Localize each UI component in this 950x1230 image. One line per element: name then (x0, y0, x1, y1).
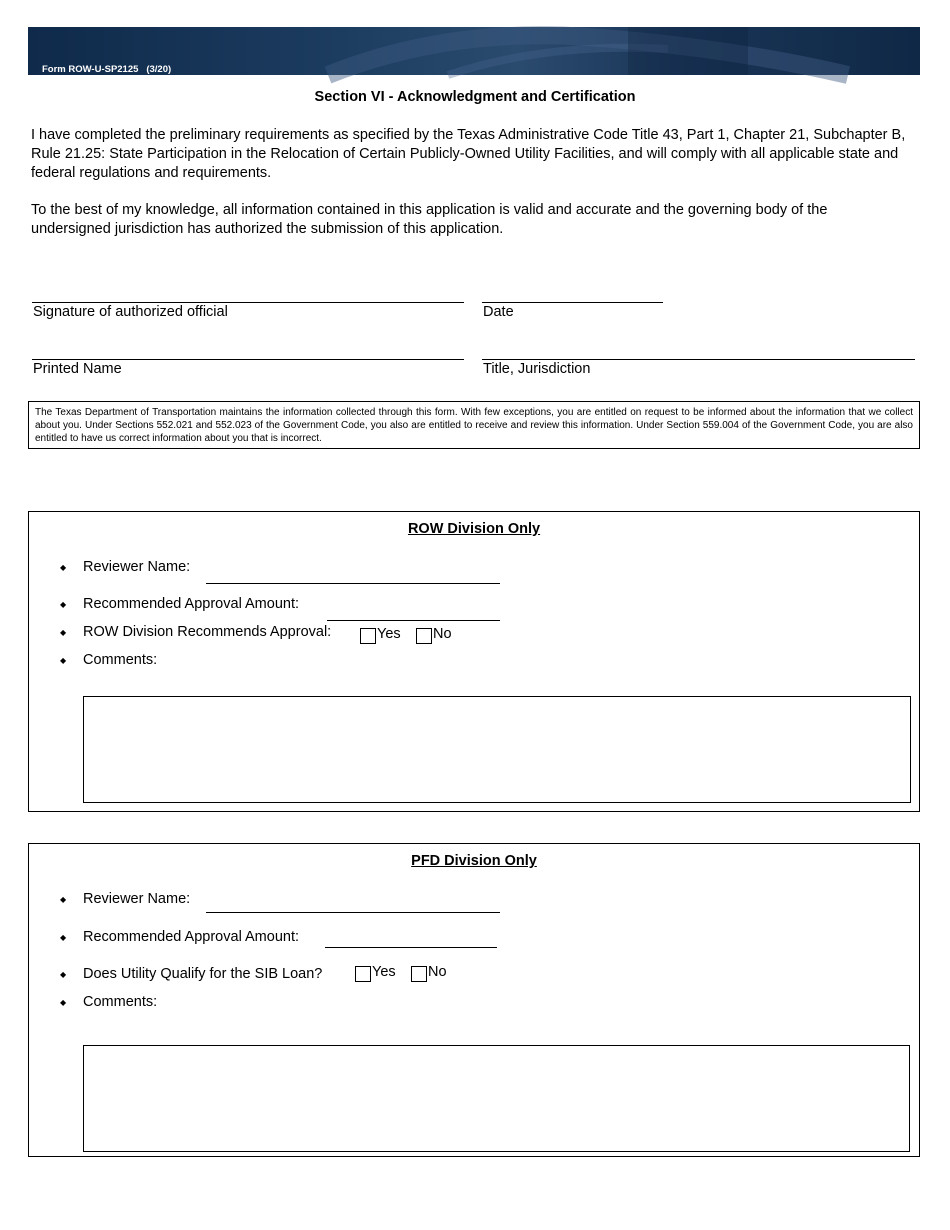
pfd-no-checkbox[interactable] (411, 966, 427, 982)
row-yes-label: Yes (377, 626, 401, 642)
row-division-box (28, 511, 920, 812)
bullet-icon: ◆ (60, 970, 67, 979)
pfd-amount-field[interactable] (325, 947, 497, 948)
signature-label: Signature of authorized official (33, 304, 228, 320)
title-jurisdiction-label: Title, Jurisdiction (483, 361, 591, 377)
printed-name-label: Printed Name (33, 361, 122, 377)
row-division-title: ROW Division Only (407, 521, 541, 537)
signature-line[interactable] (32, 302, 464, 303)
pfd-reviewer-label: Reviewer Name: (83, 891, 191, 907)
bullet-icon: ◆ (60, 998, 67, 1007)
printed-name-line[interactable] (32, 359, 464, 360)
row-no-label: No (433, 626, 452, 642)
pfd-no-label: No (428, 964, 447, 980)
pfd-qualify-label: Does Utility Qualify for the SIB Loan? (83, 966, 323, 982)
date-label: Date (483, 304, 514, 320)
pfd-division-title: PFD Division Only (411, 853, 537, 869)
pfd-division-box (28, 843, 920, 1157)
bullet-icon: ◆ (60, 628, 67, 637)
pfd-comments-field[interactable] (83, 1045, 910, 1152)
bullet-icon: ◆ (60, 563, 67, 572)
row-approval-label: ROW Division Recommends Approval: (83, 624, 332, 640)
certification-paragraph: I have completed the preliminary requirements as specified by the Texas Administrative Code Title 43, Part 1, Chapter 21, Subchapter B, Rule 21.25: State Participation in the Relocation of Certain Publicly-Owned Utility Facilities, and will comply with all applicable state and federal regulations and requirements. (31, 127, 906, 181)
bullet-icon: ◆ (60, 656, 67, 665)
pfd-comments-label: Comments: (83, 994, 158, 1010)
pfd-amount-label: Recommended Approval Amount: (83, 929, 300, 945)
form-number: Form ROW-U-SP2125 (3/20) (42, 64, 172, 75)
bullet-icon: ◆ (60, 600, 67, 609)
bullet-icon: ◆ (60, 895, 67, 904)
bullet-icon: ◆ (60, 933, 67, 942)
row-reviewer-field[interactable] (206, 583, 500, 584)
row-no-checkbox[interactable] (416, 628, 432, 644)
page-number: Page 3 of 3 (42, 97, 93, 108)
row-amount-label: Recommended Approval Amount: (83, 596, 300, 612)
privacy-notice: The Texas Department of Transportation maintains the information collected through this form. With few exceptions, you are entitled on request to be informed about the information that we collect about you. Under Sections 552.021 and 552.023 of the Government Code, you also are entitled to receive and review this information. Under Section 559.004 of the Government Code, you are also entitled to have us correct information about you that is incorrect. (28, 401, 920, 449)
section-title: Section VI - Acknowledgment and Certification (314, 89, 636, 105)
row-reviewer-label: Reviewer Name: (83, 559, 191, 575)
row-amount-field[interactable] (327, 620, 500, 621)
form-identifier (42, 42, 171, 130)
row-comments-label: Comments: (83, 652, 158, 668)
pfd-yes-label: Yes (372, 964, 396, 980)
row-comments-field[interactable] (83, 696, 911, 803)
pfd-yes-checkbox[interactable] (355, 966, 371, 982)
authorization-paragraph: To the best of my knowledge, all information contained in this application is valid and accurate and the governing body of the undersigned jurisdiction has authorized the submission of this application. (31, 202, 828, 237)
pfd-reviewer-field[interactable] (206, 912, 500, 913)
title-jurisdiction-line[interactable] (482, 359, 915, 360)
date-line[interactable] (482, 302, 663, 303)
row-yes-checkbox[interactable] (360, 628, 376, 644)
